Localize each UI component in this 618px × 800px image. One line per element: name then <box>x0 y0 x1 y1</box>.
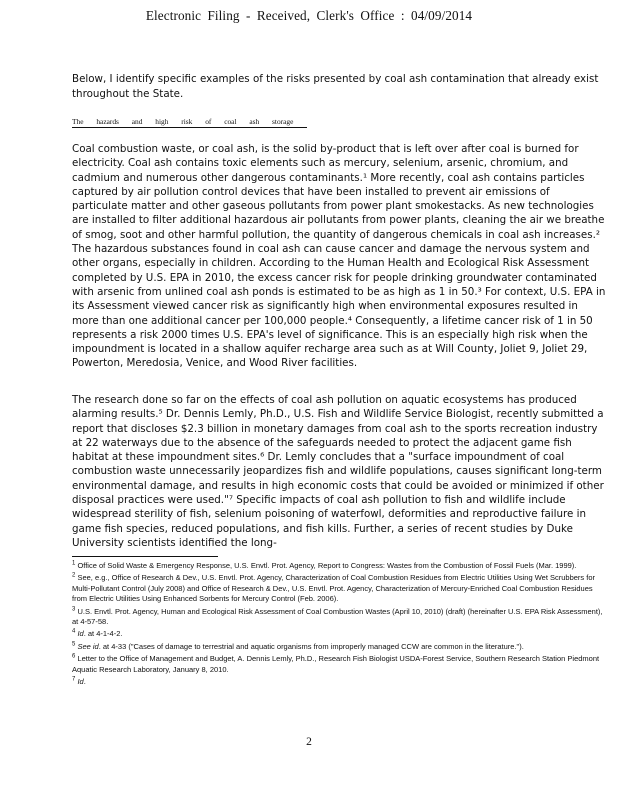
footnote-5: $^5$ See id. at 4-33 ("Cases of damage to terrestrial and aquatic organisms from improperly managed CCW are common in the literature."). <box>72 641 524 651</box>
footnotes <box>72 561 606 689</box>
footnote-7: $^7$ Id. <box>72 676 86 687</box>
footnote-6: $^6$ Letter to the Office of Management and Budget, A. Dennis Lemly, Ph.D., Research Fish Biologist USDA-Forest Service, Southern Research Station Piedmont Aquatic Research Laboratory, January 8, 2010. <box>72 653 600 674</box>
intro-paragraph: Below, I identify specific examples of the risks presented by coal ash contamination that already exist throughout the State. <box>72 73 599 100</box>
body-paragraph-coal-ash: Coal combustion waste, or coal ash, is the solid by-product that is left over after coal is burned for electricity. Coal ash contains toxic elements such as mercury, selenium, arsenic, chromium, and cadmium and numerous other dangerous contaminants.¹ More recently, coal ash contains particles captured by air pollution control devices that have been installed to prevent air emissions of particulate matter and other gaseous pollutants from power plant smokestacks. As new technologies are installed to filter additional hazardous air pollutants from power plants, cleaning the air we breathe of smog, soot and other harmful pollution, the quantity of dangerous chemicals in coal ash increases.² The hazardous substances found in coal ash can cause cancer and damage the nervous system and other organs, especially in children. According to the Human Health and Ecological Risk Assessment completed by U.S. EPA in 2010, the excess cancer risk for people drinking groundwater contaminated with arsenic from unlined coal ash ponds is estimated to be as high as 1 in 50.³ For context, U.S. EPA in its Assessment viewed cancer risk as significantly high when environmental exposures resulted in more than one additional cancer per 100,000 people.⁴ Consequently, a lifetime cancer risk of 1 in 50 represents a risk 2000 times U.S. EPA's level of significance. This is an especially high risk when the impoundment is located in a shallow aquifer recharge area such as at Will County, Joliet 9, Joliet 29, Powerton, Meredosia, Venice, and Wood River facilities. <box>72 143 606 370</box>
footnote-divider <box>72 556 218 557</box>
footnote-4: $^4$ Id. at 4-1-4-2. <box>72 628 123 639</box>
page-number: 2 <box>306 736 312 748</box>
body-paragraph-aquatic: The research done so far on the effects of coal ash pollution on aquatic ecosystems has produced alarming results.⁵ Dr. Dennis Lemly, Ph.D., U.S. Fish and Wildlife Service Biologist, recently submitted a report that discloses $2.3 billion in monetary damages from coal ash to the sports recreation industry at 22 waterways due to the absence of the safeguards needed to protect the adjacent game fish habitat at these impoundment sites.⁶ Dr. Lemly concludes that a "surface impoundment of coal combustion waste unnecessarily jeopardizes fish and wildlife populations, causes significant long-term environmental damage, and results in high economic costs that could be avoided or minimized if other disposal practices were used."⁷ Specific impacts of coal ash pollution to fish and wildlife include widespread sterility of fish, selenium poisoning of waterfowl, deformities and reproductive failure in game fish species, reduced populations, and fish kills. Further, a series of recent studies by Duke University scientists identified the long- <box>72 394 604 549</box>
section-heading: The hazards and high risk of coal ash storage <box>72 117 307 128</box>
footnote-1: $^1$ Office of Solid Waste & Emergency Response, U.S. Envtl. Prot. Agency, Report to Congress: Wastes from the Combustion of Fossil Fuels (Mar. 1999). <box>72 560 577 570</box>
footnote-3: $^3$ U.S. Envtl. Prot. Agency, Human and Ecological Risk Assessment of Coal Combustion Wastes (April 10, 2010) (draft) (hereinafter U.S. EPA Risk Assessment), at 4-57-58. <box>72 606 603 627</box>
footnote-2: $^2$ See, e.g., Office of Research & Dev., U.S. Envtl. Prot. Agency, Characterization of Coal Combustion Residues from Electric Utilities Using Wet Scrubbers for Multi-Pollutant Control (July 2008) and Office of Research & Dev., U.S. Envtl. Prot. Agency, Characterization of Mercury-Enriched Coal Combustion Residues from Electric Utilities Using Enhanced Sorbents for Mercury Control (Feb. 2006). <box>72 572 596 604</box>
filing-header: Electronic Filing - Received, Clerk's Office : 04/09/2014 <box>145 8 473 23</box>
